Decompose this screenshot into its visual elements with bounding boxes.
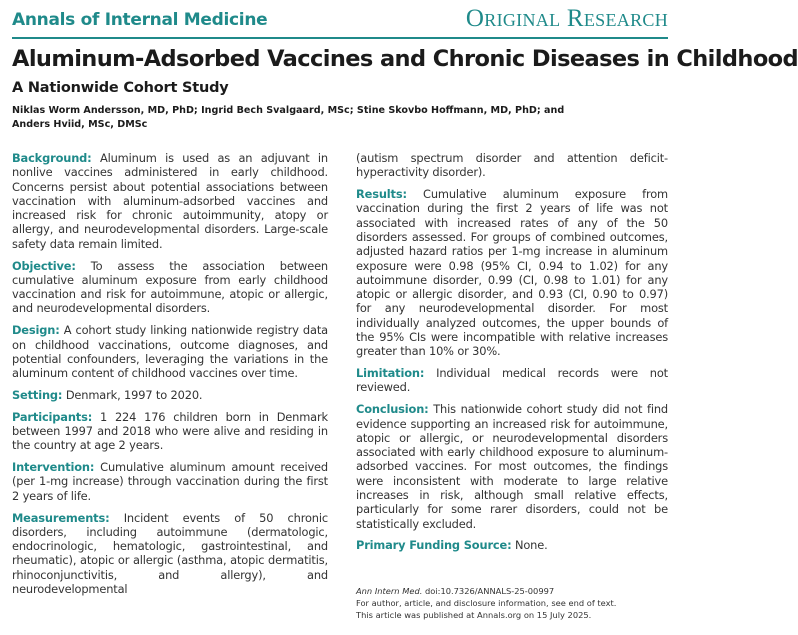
abstract-text: None.: [511, 538, 548, 553]
citation-doi: doi:10.7326/ANNALS-25-00997: [422, 586, 555, 596]
citation-info-line: For author, article, and disclosure information, see end of text.: [356, 598, 617, 609]
abstract-results: [356, 187, 668, 359]
authors-line: Niklas Worm Andersson, MD, PhD; Ingrid Bech Svalgaard, MSc; Stine Skovbo Hoffmann, MD, PhD; and: [12, 105, 565, 116]
abstract-participants: [12, 410, 328, 453]
journal-header: [12, 6, 668, 36]
abstract-funding: [356, 538, 668, 552]
abstract-text: Aluminum is used as an adjuvant in nonlive vaccines administered in early childhood. Concerns persist about potential associations between vaccination with aluminum-adsorbed vaccines and increased risk for chronic autoimmunity, atopy or allergy, and neurodevelopmental disorders. Large-scale safety data remain limited.: [12, 151, 328, 251]
abstract-text: To assess the association between cumulative aluminum exposure from early childhood vaccination and risk for autoimmune, atopic or allergic, and neurodevelopmental disorders.: [12, 258, 328, 316]
citation-block: [356, 585, 668, 622]
author-list: [12, 104, 612, 132]
section-label-intervention: Intervention:: [12, 460, 95, 475]
article-subtitle: A Nationwide Cohort Study: [12, 80, 229, 96]
header-divider: [12, 37, 668, 39]
journal-name: Annals of Internal Medicine: [12, 10, 268, 30]
abstract-limitation: [356, 366, 668, 395]
abstract-text: Individual medical records were not reviewed.: [356, 366, 668, 395]
section-label-objective: Objective:: [12, 258, 76, 273]
section-label-background: Background:: [12, 151, 92, 165]
abstract-measurements-continued: (autism spectrum disorder and attention deficit-hyperactivity disorder).: [356, 151, 668, 180]
section-label: Original Research: [465, 5, 668, 32]
citation-published-line: This article was published at Annals.org on 15 July 2025.: [356, 610, 592, 621]
abstract-right-column: [356, 151, 668, 560]
abstract-text: Incident events of 50 chronic disorders, including autoimmune (dermatologic, endocrinologic, hematologic, gastrointestinal, and rheumatic), atopic or allergic (asthma, atopic dermatitis, rhinoconjunctivitis, and allergy), and neurodevelopmental: [12, 510, 328, 597]
abstract-text: Cumulative aluminum amount received (per 1-mg increase) through vaccination during the first 2 years of life.: [12, 460, 328, 503]
authors-line: Anders Hviid, MSc, DMSc: [12, 119, 148, 130]
article-title: Aluminum-Adsorbed Vaccines and Chronic Diseases in Childhood: [12, 46, 798, 72]
abstract-measurements: [12, 511, 328, 597]
abstract-intervention: [12, 460, 328, 503]
section-label-results: Results:: [356, 187, 407, 202]
section-label-participants: Participants:: [12, 409, 93, 424]
section-label-measurements: Measurements:: [12, 510, 110, 525]
abstract-text: A cohort study linking nationwide registry data on childhood vaccinations, outcome diagnoses, and potential confounders, leveraging the variations in the aluminum content of childhood vaccines over time.: [12, 323, 328, 381]
abstract-setting: [12, 388, 328, 402]
abstract-text: 1 224 176 children born in Denmark between 1997 and 2018 who were alive and residing in the country at age 2 years.: [12, 409, 328, 453]
abstract-text: Denmark, 1997 to 2020.: [62, 387, 203, 402]
abstract-text: Cumulative aluminum exposure from vaccination during the first 2 years of life was not associated with increased rates of any of the 50 disorders assessed. For groups of combined outcomes, adjusted hazard ratios per 1-mg increase in aluminum exposure were 0.98 (95% CI, 0.94 to 1.02) for any autoimmune disorder, 0.99 (CI, 0.98 to 1.01) for any atopic or allergic disorder, and 0.93 (CI, 0.90 to 0.97) for any neurodevelopmental disorder. For most individually analyzed outcomes, the upper bounds of the 95% CIs were incompatible with relative increases greater than 10% or 30%.: [356, 187, 668, 359]
abstract-text: This nationwide cohort study did not find evidence supporting an increased risk for autoimmune, atopic or allergic, or neurodevelopmental disorders associated with early childhood exposure to aluminum-adsorbed vaccines. For most outcomes, the findings were inconsistent with moderate to large relative increases in risk, although small relative effects, particularly for some rarer disorders, could not be statistically excluded.: [356, 402, 668, 531]
abstract-background: [12, 151, 328, 251]
section-label-conclusion: Conclusion:: [356, 402, 429, 417]
abstract-objective: [12, 259, 328, 316]
abstract-design: [12, 323, 328, 380]
citation-journal: Ann Intern Med.: [356, 586, 423, 596]
section-label-limitation: Limitation:: [356, 366, 425, 381]
abstract-left-column: [12, 151, 328, 604]
section-label-setting: Setting:: [12, 387, 63, 402]
section-label-design: Design:: [12, 323, 60, 338]
citation-doi-line: [356, 585, 668, 597]
abstract-conclusion: [356, 402, 668, 531]
section-label-funding: Primary Funding Source:: [356, 538, 512, 553]
